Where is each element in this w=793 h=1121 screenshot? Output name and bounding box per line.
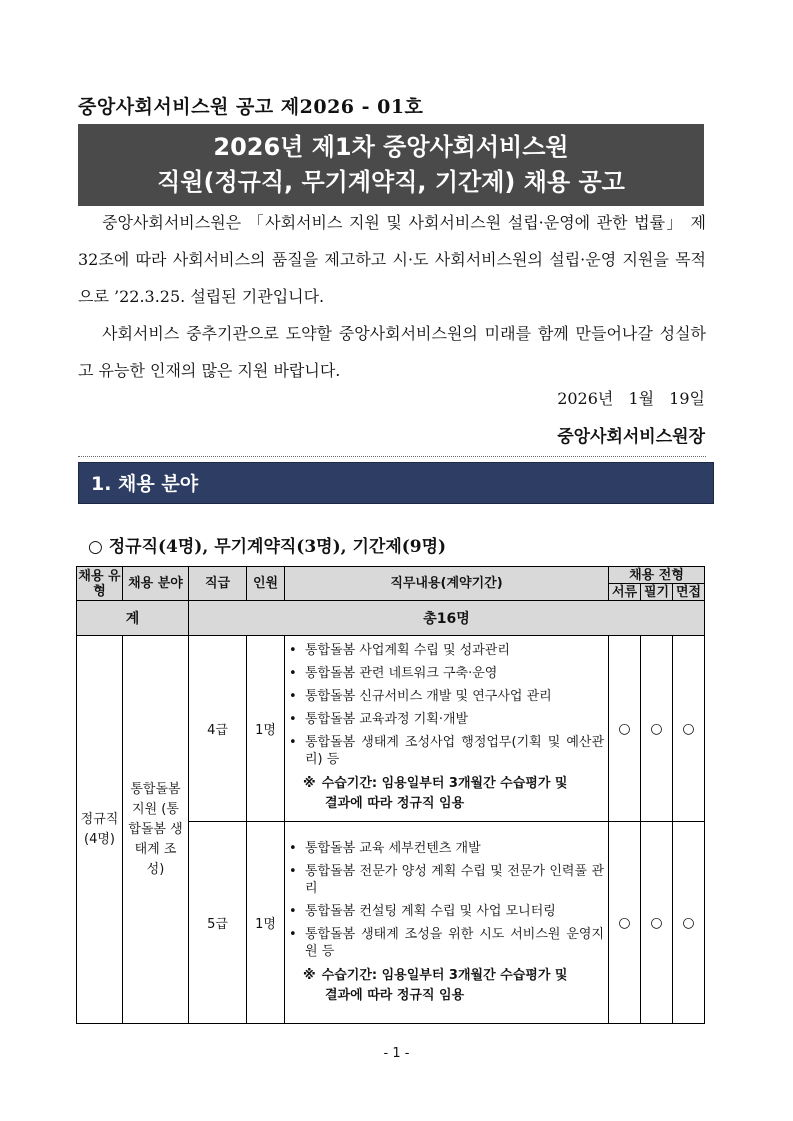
header-grade: 직급 — [189, 567, 247, 601]
type-cell: 정규직 (4명) — [77, 636, 123, 1024]
header-process: 채용 전형 — [609, 567, 705, 584]
note-line-2: 결과에 따라 정규직 임용 — [325, 988, 465, 1003]
duty-item: • 통합돌봄 컨설팅 계획 수립 및 사업 모니터링 — [289, 903, 604, 920]
probation-note — [289, 966, 604, 1006]
note-line-1: 수습기간: 임용일부터 3개월간 수습평가 및 — [321, 968, 568, 983]
duty-item: • 통합돌봄 생태계 조성사업 행정업무(기획 및 예산관리) 등 — [289, 734, 604, 768]
header-type: 채용 유형 — [78, 568, 121, 599]
duty-item: • 통합돌봄 교육 세부컨텐츠 개발 — [289, 840, 604, 857]
section-header-recruitment-fields: 1. 채용 분야 — [78, 462, 714, 504]
duty-item: • 통합돌봄 교육과정 기획·개발 — [289, 711, 604, 728]
note-line-1: 수습기간: 임용일부터 3개월간 수습평가 및 — [321, 776, 568, 791]
grade-cell: 4급 — [189, 636, 247, 822]
banner-title-line2: 직원(정규직, 무기계약직, 기간제) 채용 공고 — [157, 168, 625, 196]
doc-mark: ○ — [609, 636, 641, 822]
intro-paragraph-1: 중앙사회서비스원은 「사회서비스 지원 및 사회서비스원 설립·운영에 관한 법률」 제32조에 따라 사회서비스의 품질을 제고하고 시·도 사회서비스원의 설립·운영 지원을 목적으로 ’22.3.25. 설립된 기관입니다. — [78, 213, 706, 306]
duty-item: • 통합돌봄 생태계 조성을 위한 시도 서비스원 운영지원 등 — [289, 926, 604, 960]
note-mark: ※ — [303, 968, 316, 983]
duty-item: • 통합돌봄 사업계획 수립 및 성과관리 — [289, 642, 604, 659]
header-field: 채용 분야 — [123, 567, 189, 601]
duties-cell — [285, 636, 609, 822]
probation-note — [289, 774, 604, 814]
duties-cell — [285, 822, 609, 1024]
count-cell: 1명 — [247, 636, 285, 822]
intro-paragraph-2: 사회서비스 중추기관으로 도약할 중앙사회서비스원의 미래를 함께 만들어나갈 성실하고 유능한 인재의 많은 지원 바랍니다. — [78, 324, 706, 380]
duty-item: • 통합돌봄 관련 네트워크 구축·운영 — [289, 665, 604, 682]
duty-item: • 통합돌봄 전문가 양성 계획 수립 및 전문가 인력풀 관리 — [289, 863, 604, 897]
issuer-name: 중앙사회서비스원장 — [557, 427, 705, 447]
grade-cell: 5급 — [189, 822, 247, 1024]
banner-title-line1: 2026년 제1차 중앙사회서비스원 — [213, 133, 569, 161]
total-value: 총16명 — [189, 601, 705, 636]
table-row — [77, 636, 705, 822]
header-interview: 면접 — [673, 584, 705, 601]
total-row — [77, 601, 705, 636]
written-mark: ○ — [641, 636, 673, 822]
total-label: 계 — [77, 601, 189, 636]
interview-mark: ○ — [673, 636, 705, 822]
field-cell: 통합돌봄 지원 (통합돌봄 생태계 조성) — [123, 636, 189, 1024]
header-written: 필기 — [641, 584, 673, 601]
notice-number: 중앙사회서비스원 공고 제2026 - 01호 — [78, 96, 424, 118]
page-number: - 1 - — [383, 1046, 410, 1061]
recruitment-table — [76, 566, 705, 1024]
note-line-2: 결과에 따라 정규직 임용 — [325, 796, 465, 811]
title-banner — [78, 124, 704, 206]
subheading-positions: ○ 정규직(4명), 무기계약직(3명), 기간제(9명) — [88, 537, 447, 557]
notice-date: 2026년 1월 19일 — [557, 389, 705, 408]
doc-mark: ○ — [609, 822, 641, 1024]
interview-mark: ○ — [673, 822, 705, 1024]
intro-text — [78, 204, 706, 389]
note-mark: ※ — [303, 776, 316, 791]
count-cell: 1명 — [247, 822, 285, 1024]
duty-item: • 통합돌봄 신규서비스 개발 및 연구사업 관리 — [289, 688, 604, 705]
header-count: 인원 — [247, 567, 285, 601]
header-duties: 직무내용(계약기간) — [285, 567, 609, 601]
header-doc: 서류 — [609, 584, 641, 601]
dotted-divider — [78, 456, 706, 457]
written-mark: ○ — [641, 822, 673, 1024]
